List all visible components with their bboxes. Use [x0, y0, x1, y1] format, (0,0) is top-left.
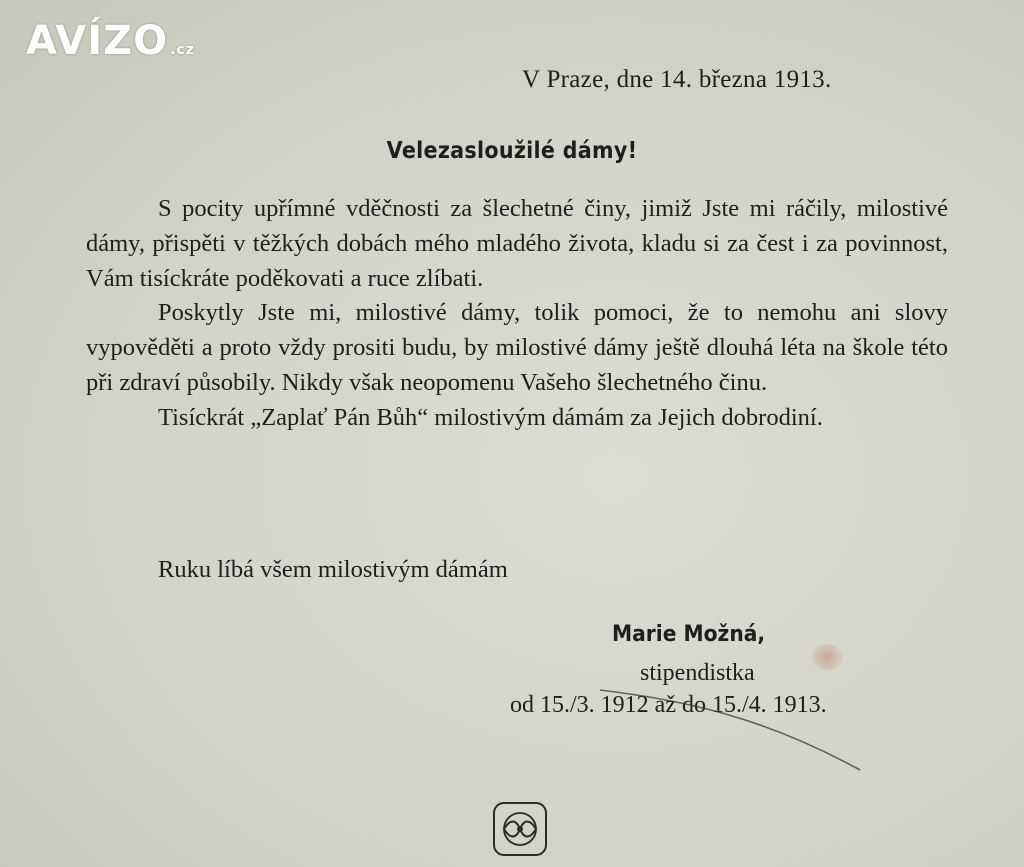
floral-ornament-icon: [491, 800, 549, 858]
letter-salutation: Velezasloužilé dámy!: [386, 138, 638, 164]
signature-dates: od 15./3. 1912 až do 15./4. 1913.: [510, 692, 827, 718]
signature-name: Marie Možná,: [612, 622, 766, 647]
signature-role: stipendistka: [640, 660, 755, 686]
watermark-tld: .cz: [170, 42, 195, 58]
letter-paragraph: S pocity upřímné vděčnosti za šlechetné činy, jimiž Jste mi ráčily, milostivé dámy, přispěti v těžkých dobách mého mladého života, kladu si za čest i za povinnost, Vám tisíckráte poděkovati a ruce zlíbati.: [86, 195, 948, 292]
watermark-brand: AVÍZO: [26, 18, 169, 64]
letter-dateline: V Praze, dne 14. března 1913.: [522, 66, 832, 93]
letter-closing: Ruku líbá všem milostivým dámám: [158, 556, 508, 583]
letter-paragraph: Poskytly Jste mi, milostivé dámy, tolik pomoci, že to nemohu ani slovy vypověděti a proto vždy prositi budu, by milostivé dámy ještě dlouhá léta na škole této při zdraví působily. Nikdy však neopomenu Vašeho šlechetného činu.: [86, 299, 948, 396]
letter-paragraph: Tisíckrát „Zaplať Pán Bůh“ milostivým dámám za Jejich dobrodiní.: [158, 403, 823, 431]
